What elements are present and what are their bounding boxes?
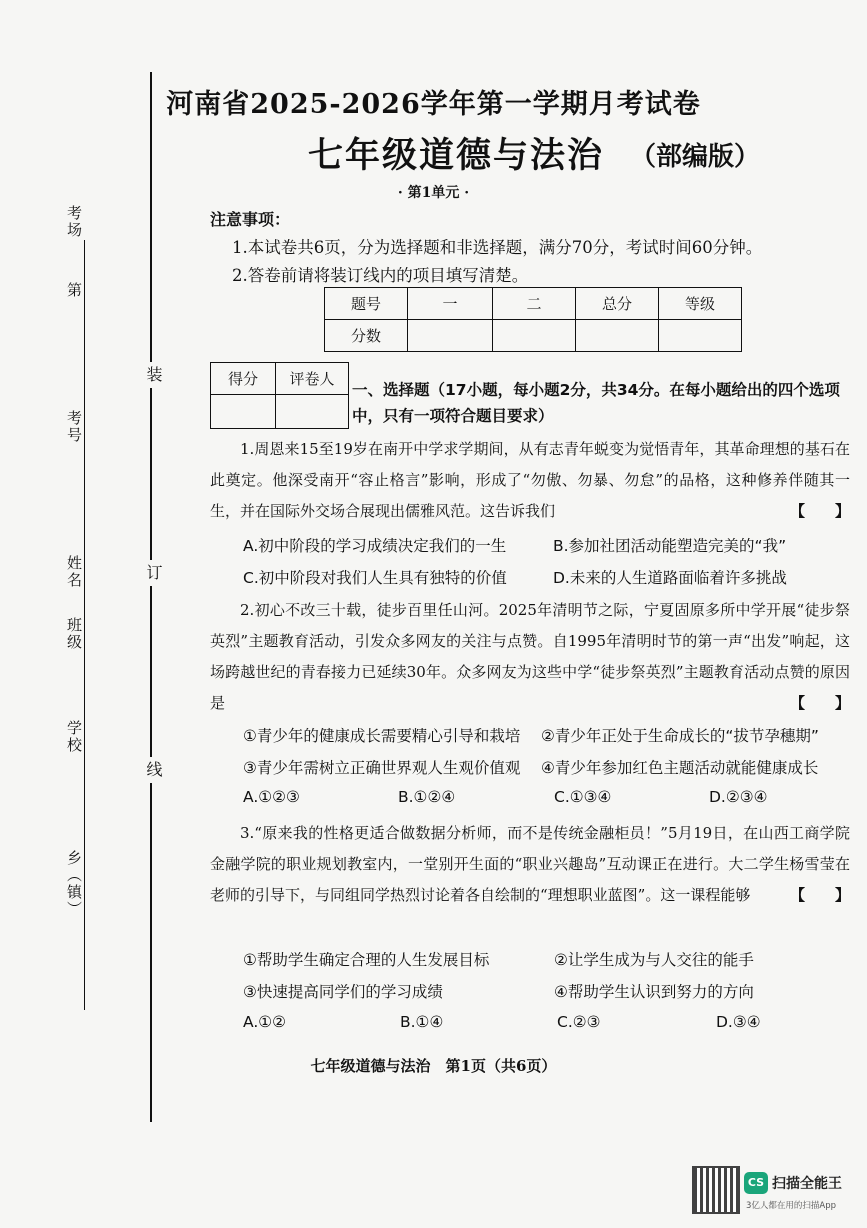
question-3-statement-2: ②让学生成为与人交往的能手 [554,951,754,969]
question-2-statement-3: ③青少年需树立正确世界观人生观价值观 [243,759,521,777]
camscanner-logo-icon: CS [744,1172,768,1194]
subject-title: 七年级道德与法治 [308,135,605,176]
watermark-brand: 扫描全能王 [772,1176,842,1192]
question-1-stem [210,434,850,527]
notes-heading: 注意事项： [210,210,291,229]
score-header: 总分 [576,288,659,320]
binding-line [150,72,152,1122]
question-3-option-a[interactable]: A.①② [243,1013,287,1031]
question-3-option-c[interactable]: C.②③ [557,1013,601,1031]
binding-field-class: 班级 [65,617,83,651]
question-2-option-b[interactable]: B.①②④ [398,788,456,806]
score-header: 题号 [325,288,408,320]
question-3-statement-3: ③快速提高同学们的学习成绩 [243,983,443,1001]
question-3-statement-1: ①帮助学生确定合理的人生发展目标 [243,951,490,969]
score-cell[interactable] [408,320,493,352]
question-3-statement-4: ④帮助学生认识到努力的方向 [554,983,754,1001]
binding-mark-ding: 订 [142,560,165,586]
question-2-stem [210,595,850,719]
question-stem-text: 3.“原来我的性格更适合做数据分析师，而不是传统金融柜员！”5月19日，在山西工商学院金融学院的职业规划教室内，一堂别开生面的“职业兴趣岛”互动课正在进行。大二学生杨雪莹在老师的引导下，与同组同学热烈讨论着各自绘制的“理想职业蓝图”。这一课程能够 [210,824,850,904]
question-1-option-c[interactable]: C.初中阶段对我们人生具有独特的价值 [243,569,507,587]
grader-box [210,362,349,429]
unit-label: · 第1单元 · [397,185,470,201]
grader-score-cell[interactable] [211,395,276,429]
binding-field-seat: 第 [65,282,83,299]
note-item-2: 2.答卷前请将装订线内的项目填写清楚。 [232,266,529,285]
page-footer: 七年级道德与法治 第1页（共6页） [310,1057,557,1075]
answer-bracket[interactable]: 【 】 [789,694,850,712]
section-title: 一、选择题（17小题，每小题2分，共34分。在每小题给出的四个选项中，只有一项符合题目要求） [352,381,840,425]
question-2-option-c[interactable]: C.①③④ [554,788,612,806]
question-2-statement-1: ①青少年的健康成长需要精心引导和栽培 [243,727,521,745]
qr-code-icon [694,1168,738,1212]
question-3-option-d[interactable]: D.③④ [716,1013,761,1031]
binding-field-number: 考号 [65,410,83,444]
question-1-option-d[interactable]: D.未来的人生道路面临着许多挑战 [553,569,787,587]
score-table [324,287,742,352]
question-3-option-b[interactable]: B.①④ [400,1013,444,1031]
grader-score-label: 得分 [211,363,276,395]
exam-title: 河南省2025-2026学年第一学期月考试卷 [166,89,701,120]
answer-bracket[interactable]: 【 】 [789,502,850,520]
grader-name-label: 评卷人 [276,363,349,395]
score-row-label: 分数 [325,320,408,352]
edition-label: （部编版） [630,142,761,172]
question-3-stem [210,818,850,911]
score-cell[interactable] [493,320,576,352]
grader-name-cell[interactable] [276,395,349,429]
question-1-option-a[interactable]: A.初中阶段的学习成绩决定我们的一生 [243,537,507,555]
question-2-option-a[interactable]: A.①②③ [243,788,300,806]
score-header: 等级 [659,288,742,320]
question-2-option-d[interactable]: D.②③④ [709,788,768,806]
binding-field-room: 考场 [65,205,83,239]
question-2-statement-4: ④青少年参加红色主题活动就能健康成长 [541,759,819,777]
score-header: 二 [493,288,576,320]
score-cell[interactable] [659,320,742,352]
binding-mark-zhuang: 装 [142,362,165,388]
note-item-1: 1.本试卷共6页，分为选择题和非选择题，满分70分，考试时间60分钟。 [232,238,763,257]
binding-mark-xian: 线 [142,757,165,783]
answer-bracket[interactable]: 【 】 [789,886,850,904]
question-2-statement-2: ②青少年正处于生命成长的“拔节孕穗期” [541,727,819,745]
watermark-tagline: 3亿人都在用的扫描App [746,1201,837,1211]
binding-field-name: 姓名 [65,555,83,589]
binding-field-school: 学校 [65,720,83,754]
score-cell[interactable] [576,320,659,352]
question-stem-text: 2.初心不改三十载，徒步百里任山河。2025年清明节之际，宁夏固原多所中学开展“徒步祭英烈”主题教育活动，引发众多网友的关注与点赞。自1995年清明时节的第一声“出发”响起，这场跨越世纪的青春接力已延续30年。众多网友为这些中学“徒步祭英烈”主题教育活动点赞的原因是 [210,601,850,712]
question-stem-text: 1.周恩来15至19岁在南开中学求学期间，从有志青年蜕变为觉悟青年，其革命理想的基石在此奠定。他深受南开“容止格言”影响，形成了“勿傲、勿暴、勿怠”的品格，这种修养伴随其一生，并在国际外交场合展现出儒雅风范。这告诉我们 [210,440,850,520]
question-1-option-b[interactable]: B.参加社团活动能塑造完美的“我” [553,537,787,555]
score-header: 一 [408,288,493,320]
binding-field-town: 乡（镇） [65,850,83,918]
